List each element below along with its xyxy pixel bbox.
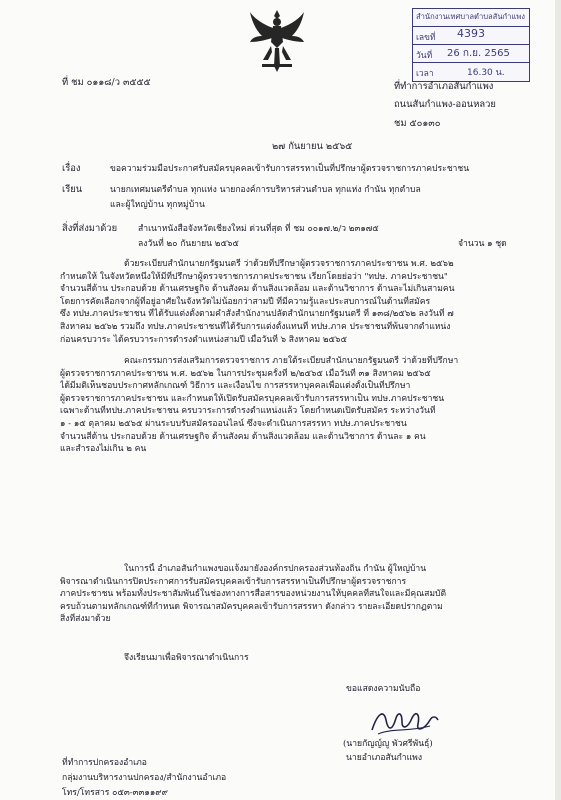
enclosure-line2: ลงวันที่ ๒๐ กันยายน ๒๕๖๕ (138, 239, 239, 249)
body-line: และสำรองไม่เกิน ๒ คน (60, 444, 147, 455)
stamp-rec-label: เลขที่ (416, 33, 436, 43)
body-line: พิจารณาดำเนินการปิดประกาศการรับสมัครบุคคลเข้ารับการสรรหาเป็นที่ปรึกษาผู้ตรวจราชการ (60, 576, 407, 587)
sender-address-line1: ที่ทำการอำเภอสันกำแพง (394, 81, 494, 92)
to-line1: นายกเทศมนตรีตำบล ทุกแห่ง นายกองค์การบริหารส่วนตำบล ทุกแห่ง กำนัน ทุกตำบล (110, 185, 421, 195)
sender-address-line3: ชม ๕๐๑๓๐ (394, 118, 441, 129)
signatory-name: (นายกัญญ์ญู พัวศรีพันธุ์) (343, 739, 433, 749)
footer-division: กลุ่มงานบริหารงานปกครอง/สำนักงานอำเภอ (62, 773, 227, 783)
body-line: เฉพาะด้านที่ทปษ.ภาคประชาชน ครบวาระการดำรงตำแหน่งแล้ว โดยกำหนดเปิดรับสมัคร ระหว่างวันที่ (60, 406, 436, 417)
body-line: ๑ - ๑๕ ตุลาคม ๒๕๖๕ ผ่านระบบรับสมัครออนไลน์ ซึ่งจะดำเนินการสรรหา ทปษ.ภาคประชาชน (60, 418, 407, 429)
subject-label: เรื่อง (62, 163, 81, 174)
body-line: ได้มีมติเห็นชอบประกาศหลักเกณฑ์ วิธีการ และเงื่อนไข การสรรหาบุคคลเพื่อแต่งตั้งเป็นที่ปรึกษา (60, 381, 411, 392)
body-line: ในการนี้ อำเภอสันกำแพงขอแจ้งมายังองค์กรปกครองส่วนท้องถิ่น กำนัน ผู้ใหญ่บ้าน (124, 564, 427, 574)
body-paragraph-1 (60, 258, 515, 346)
to-line2: และผู้ใหญ่บ้าน ทุกหมู่บ้าน (110, 200, 205, 210)
subject-text: ขอความร่วมมือประกาศรับสมัครบุคคลเข้ารับการสรรหาเป็นที่ปรึกษาผู้ตรวจราชการภาคประชาชน (110, 164, 470, 174)
stamp-org: สำนักงานเทศบาลตำบลสันกำแพง (416, 12, 525, 21)
to-label: เรียน (62, 184, 83, 195)
receipt-stamp (412, 8, 530, 82)
body-line: ผู้ตรวจราชการภาคประชาชน พ.ศ. ๒๕๖๒ ในการประชุมครั้งที่ ๒/๒๕๖๕ เมื่อวันที่ ๓๑ สิงหาคม ๒๕๖๕ (60, 368, 431, 379)
closing-line: จึงเรียนมาเพื่อพิจารณาดำเนินการ (124, 653, 249, 663)
scan-edge (555, 0, 561, 800)
body-line: โดยการคัดเลือกจากผู้ที่อยู่อาศัยในจังหวัดไม่น้อยกว่าสามปี ที่มีความรู้และประสบการณ์ในด้านที่สมัคร (60, 296, 431, 307)
body-line: ครบถ้วนตามหลักเกณฑ์ที่กำหนด พิจารณาสมัครบุคคลเข้ารับการสรรหา ดังกล่าว รายละเอียดปรากฏตาม (60, 601, 443, 612)
enclosure-qty: จำนวน ๑ ชุด (458, 239, 507, 249)
body-line: กำหนดให้ ในจังหวัดหนึ่งให้มีที่ปรึกษาผู้ตรวจราชการภาคประชาชน เรียกโดยย่อว่า "ทปษ. ภาคประชาชน" (60, 271, 448, 282)
stamp-time-label: เวลา (416, 69, 434, 79)
handwritten-signature (368, 706, 440, 738)
signatory-title: นายอำเภอสันกำแพง (346, 753, 423, 763)
body-line: สิ่งที่ส่งมาด้วย (60, 614, 111, 625)
body-line: สิงหาคม ๒๕๖๒ รวมถึง ทปษ.ภาคประชาชนที่ได้รับการแต่งตั้งแทนที่ ทปษ.ภาค ประชาชนที่พ้นจากตำแหน่ง (60, 321, 451, 332)
stamp-time: 16.30 น. (467, 68, 505, 78)
body-line: คณะกรรมการส่งเสริมการตรวจราชการ ภายใต้ระเบียบสำนักนายกรัฐมนตรี ว่าด้วยที่ปรึกษา (124, 356, 459, 366)
body-line: ซึ่ง ทปษ.ภาคประชาชน ที่ได้รับแต่งตั้งตามคำสั่งสำนักงานปลัดสำนักนายกรัฐมนตรี ที่ ๑๓๘/๒๕๖๒ ลงวันที่ ๗ (60, 309, 454, 320)
sender-address-line2: ถนนสันกำแพง-ออนหลวย (394, 99, 496, 110)
body-line: จำนวนสี่ด้าน ประกอบด้วย ด้านเศรษฐกิจ ด้านสังคม ด้านสิ่งแวดล้อม และด้านวิชาการ ด้านละ ๑ คน (60, 431, 426, 442)
document-date: ๒๗ กันยายน ๒๕๖๕ (272, 141, 353, 152)
enclosure-label: สิ่งที่ส่งมาด้วย (62, 223, 118, 234)
body-line: ด้วยระเบียบสำนักนายกรัฐมนตรี ว่าด้วยที่ปรึกษาผู้ตรวจราชการภาคประชาชน พ.ศ. ๒๕๖๒ (124, 259, 454, 269)
body-paragraph-3 (60, 563, 515, 626)
garuda-emblem-icon (248, 8, 306, 74)
body-line: ก่อนครบวาระ ได้ครบวาระการดำรงตำแหน่งสามปี เมื่อวันที่ ๖ สิงหาคม ๒๕๖๕ (60, 334, 347, 345)
body-line: ผู้ตรวจราชการภาคประชาชน และกำหนดให้เปิดรับสมัครบุคคลเข้ารับการสรรหาเป็น ทปษ.ภาคประชาชน (60, 393, 445, 404)
footer-phone: โทร/โทรสาร ๐๕๓-๓๓๑๑๙๙ (62, 788, 168, 798)
stamp-date-label: วันที่ (416, 51, 433, 61)
body-paragraph-2 (60, 355, 515, 456)
enclosure-line1: สำเนาหนังสือจังหวัดเชียงใหม่ ด่วนที่สุด ที่ ชม ๐๐๑๗.๒/ว ๒๓๑๗๕ (138, 224, 379, 234)
stamp-rec-no: 4393 (457, 27, 485, 40)
stamp-date: 26 ก.ย. 2565 (447, 48, 510, 59)
doc-number: ที่ ชม ๐๑๑๘/ว ๓๕๕๕ (62, 77, 151, 88)
body-line: จำนวนสี่ด้าน ประกอบด้วย ด้านเศรษฐกิจ ด้านสังคม ด้านสิ่งแวดล้อม และด้านวิชาการ ด้านละไม่เกินสามคน (60, 284, 455, 295)
regards-text: ขอแสดงความนับถือ (346, 684, 421, 694)
footer-office: ที่ทำการปกครองอำเภอ (62, 758, 147, 768)
body-line: ภาคประชาชน พร้อมทั้งประชาสัมพันธ์ในช่องทางการสื่อสารของหน่วยงานให้บุคคลที่สนใจและมีคุณสมบัติ (60, 589, 447, 600)
